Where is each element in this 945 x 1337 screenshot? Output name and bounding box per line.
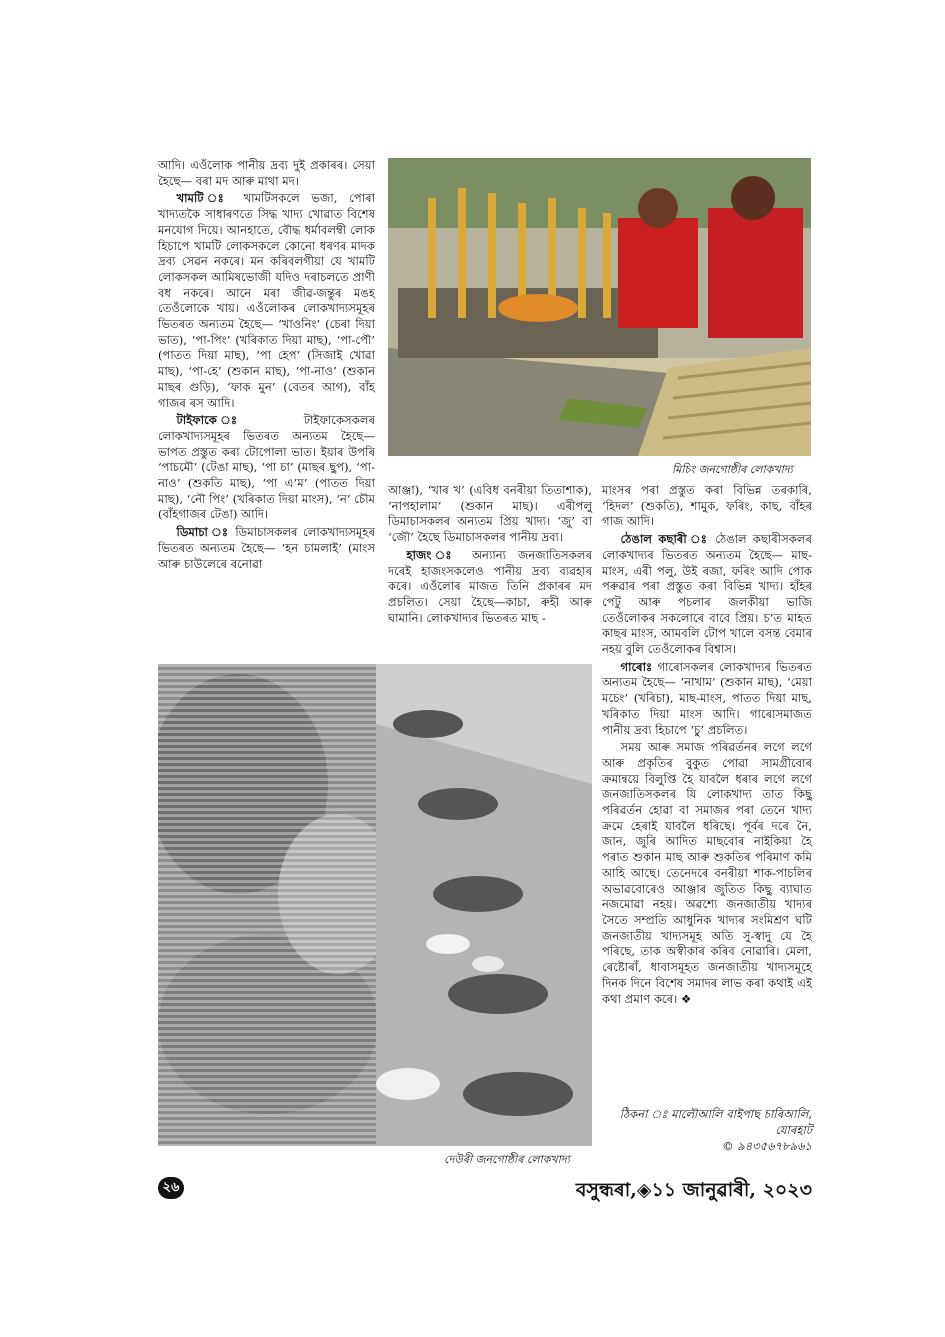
- signature-address: ঠিকনা ঃ মালৌআলি বাইপাছ চাৰিআলি,: [619, 1107, 812, 1121]
- bottom-photo: [158, 664, 592, 1146]
- garo-section: [602, 660, 812, 739]
- dimasa-heading: ডিমাচা ঃ: [176, 525, 230, 540]
- top-photo-image: [388, 158, 811, 456]
- taiphake-section: [158, 413, 375, 523]
- bottom-photo-caption: দেউৰী জনগোষ্ঠীৰ লোকখাদ্য: [444, 1153, 570, 1166]
- page-number: ২৬: [158, 1177, 184, 1199]
- dimasa-body: ডিমাচাসকলৰ লোকখাদ্যসমূহৰ ভিতৰত অন্যতম হৈছে— ‘হন চামলাই’ (মাংস আৰু চাউলেৰে বনোৱা: [158, 525, 375, 571]
- hajong-heading: হাজং ঃ: [406, 547, 460, 562]
- col1-para-1: আদি। এওঁলোক পানীয় দ্ৰব্য দুই প্ৰকাৰৰ। সেয়া হৈছে— বৰা মদ আৰু মাথা মদ।: [158, 158, 375, 188]
- khamti-heading: খামটি ঃ: [176, 191, 232, 206]
- garo-heading: গাৰোঃ: [620, 659, 653, 674]
- signature-block: [602, 1106, 812, 1154]
- khamti-body: খামটিসকলে ভজা, পোৰা খাদ্যতকৈ সাধাৰণতে সিদ্ধ খাদ্য খোৱাত বিশেষ মনযোগ দিয়ে। আনহাতে, বৌদ্ধ ধৰ্মাবলম্বী লোক হিচাপে খামটি লোকসকলে কোনো ধৰণৰ মাদক দ্ৰব্য সেৱন নকৰে। মন কৰিবলগীয়া যে খামটি লোকসকল আমিষভোজী যদিও দৰাচলতে প্ৰাণী বধ নকৰে। আনে মৰা জীৱ-জন্তুৰ মঙহ তেওঁলোকে খায়। এওঁলোকৰ লোকখাদ্যসমূহৰ ভিতৰত অন্যতম হৈছে— ‘খাওনিং’ (চেৰা দিয়া ভাত), ‘পা-পিং’ (খৰিকাত দিয়া মাছ), ‘পা-পৌ’ (পাতত দিয়া মাছ), ‘পা হেপ’ (সিজাই খোৱা মাছ), ‘পা-হে’ (শুকান মাছ), ‘পা-নাও’ (শুকান মাছৰ গুড়ি), ‘ফাক মুন’ (বেতৰ আগ), বাঁহ গাজৰ ৰস আদি।: [158, 191, 376, 410]
- closing-paragraph: সময় আৰু সমাজ পৰিৱৰ্তনৰ লগে লগে আৰু প্ৰকৃতিৰ বুকুত পোৱা সামগ্ৰীবোৰ ক্ৰমান্বয়ে বিলুপ্তি হৈ যাবলৈ ধৰাৰ লগে লগে জনজাতিসকলৰ যি লোকখাদ্য তাত কিছু পৰিৱৰ্তন হোৱা বা সমাজৰ পৰা তেনে খাদ্য ক্ৰমে হেৰাই যাবলৈ ধৰিছে। পূৰ্বৰ দৰে নৈ, জান, জুৰি আদিত মাছবোৰ নাইকিয়া হৈ পৰাত শুকান মাছ আৰু শুকতিৰ পৰিমাণ কমি আহি আছে। তেনেদৰে বনৰীয়া শাক-পাচলিৰ অভাৱবোৰেও আঞ্জাৰ জুতিত কিছু ব্যাঘাত নজমোৱা নহয়। অৱশ্যে জনজাতীয় খাদ্যৰ সৈতে সম্প্ৰতি আধুনিক খাদ্যৰ সংমিশ্ৰণ ঘটি জনজাতীয় খাদ্যসমূহ অতি সু-স্বাদু যে হৈ পৰিছে, তাক অস্বীকাৰ কৰিব নোৱাৰি। মেলা, ৰেষ্টোৰাঁ, ধাবাসমূহত জনজাতীয় খাদ্যসমূহে দিনক দিনে বিশেষ সমাদৰ লাভ কৰা কথাই এই কথা প্ৰমাণ কৰে। ❖: [602, 740, 812, 1006]
- bottom-photo-image: [158, 664, 592, 1146]
- hajong-section: [388, 548, 592, 627]
- dimasa-section: [158, 525, 375, 572]
- thengal-body: ঠেঙাল কছাৰীসকলৰ লোকখাদ্যৰ ভিতৰত অন্যতম হৈছে— মাছ-মাংস, এৰী পলু, উই ৰজা, ফৰিং আদি পোক পৰুৱাৰ পৰা প্ৰস্তুত কৰা বিভিন্ন খাদ্য। হাঁহৰ পেটু আৰু পচলাৰ জলকীয়া ভাজি তেওঁলোকৰ সকলোৰে বাবে প্ৰিয়। চ’ত মাহত কাছৰ মাংস, আমবলি টোপ খালে বসন্ত বেমাৰ নহয় বুলি তেওঁলোকৰ বিশ্বাস।: [602, 532, 813, 657]
- column-2: [388, 483, 592, 663]
- khamti-section: [158, 191, 375, 411]
- thengal-section: [602, 532, 812, 658]
- column-1: [158, 158, 375, 678]
- signature-city: যোৰহাট: [775, 1123, 812, 1137]
- thengal-heading: ঠেঙাল কছাৰী ঃ: [620, 532, 710, 547]
- column-3: [602, 483, 812, 1093]
- taiphake-heading: টাইফাকে ঃ: [176, 413, 269, 428]
- garo-body: গাৰোসকলৰ লোকখাদ্যৰ ভিতৰত অন্যতম হৈছে— ‘নাখাম’ (শুকান মাছ), ‘মেয়া মচেং’ (খৰিচা), মাছ-মাংস, পাতত দিয়া মাছ, খৰিকাত দিয়া মাংস আদি। গাৰোসমাজত পানীয় দ্ৰব্য হিচাপে ‘চু’ প্ৰচলিত।: [602, 659, 812, 737]
- signature-phone: © ৯৪৩৫৬৭৮৯৬১: [722, 1139, 812, 1153]
- col2-para-1: আঞ্জা), ‘খাৰ খ’ (এবিধ বনৰীয়া তিতাশাক), ‘নাপহালাম’ (শুকান মাছ)। এৰীপলু ডিমাচাসকলৰ অন্যতম প্ৰিয় খাদ্য। ‘জু’ বা ‘জৌ’ হৈছে ডিমাচাসকলৰ পানীয় দ্ৰব্য।: [388, 483, 592, 545]
- top-photo-caption: মিচিং জনগোষ্ঠীৰ লোকখাদ্য: [672, 463, 793, 476]
- top-photo: [388, 158, 811, 456]
- hajong-body: অন্যান্য জনজাতিসকলৰ দৰেই হাজংসকলেও পানীয় দ্ৰব্য ব্যৱহাৰ কৰে। এওঁলোৰ মাজত তিনি প্ৰকাৰৰ মদ প্ৰচলিত। সেয়া হৈছে—কাচা, ৰুহী আৰু ঘামানি। লোকখাদ্যৰ ভিতৰত মাছ -: [388, 547, 592, 625]
- taiphake-body: টাইফাকেসকলৰ লোকখাদ্যসমূহৰ ভিতৰত অন্যতম হৈছে— ভাপত প্ৰস্তুত কৰা টোপোলা ভাত। ইয়াৰ উপৰি ‘পাচমৌ’ (টেঙা মাছ), ‘পা চা’ (মাছৰ ছুপ), ‘পা-নাও’ (শুকতি মাছ), ‘পা এ’ম’ (পাতত দিয়া মাছ), ‘নৌ পিং’ (খৰিকাত দিয়া মাংস), ‘ন’ চৌম (বাঁহগাজৰ টেঙা) আদি।: [158, 413, 375, 522]
- col3-para-1: মাংসৰ পৰা প্ৰস্তুত কৰা বিভিন্ন তৰকাৰি, ‘হিদল’ (শুকতি), শামুক, ফৰিং, কাছ, বাঁহৰ গাজ আদি।: [602, 483, 812, 529]
- publication-line: বসুন্ধৰা,◈১১ জানুৱাৰী, ২০২৩: [575, 1179, 812, 1201]
